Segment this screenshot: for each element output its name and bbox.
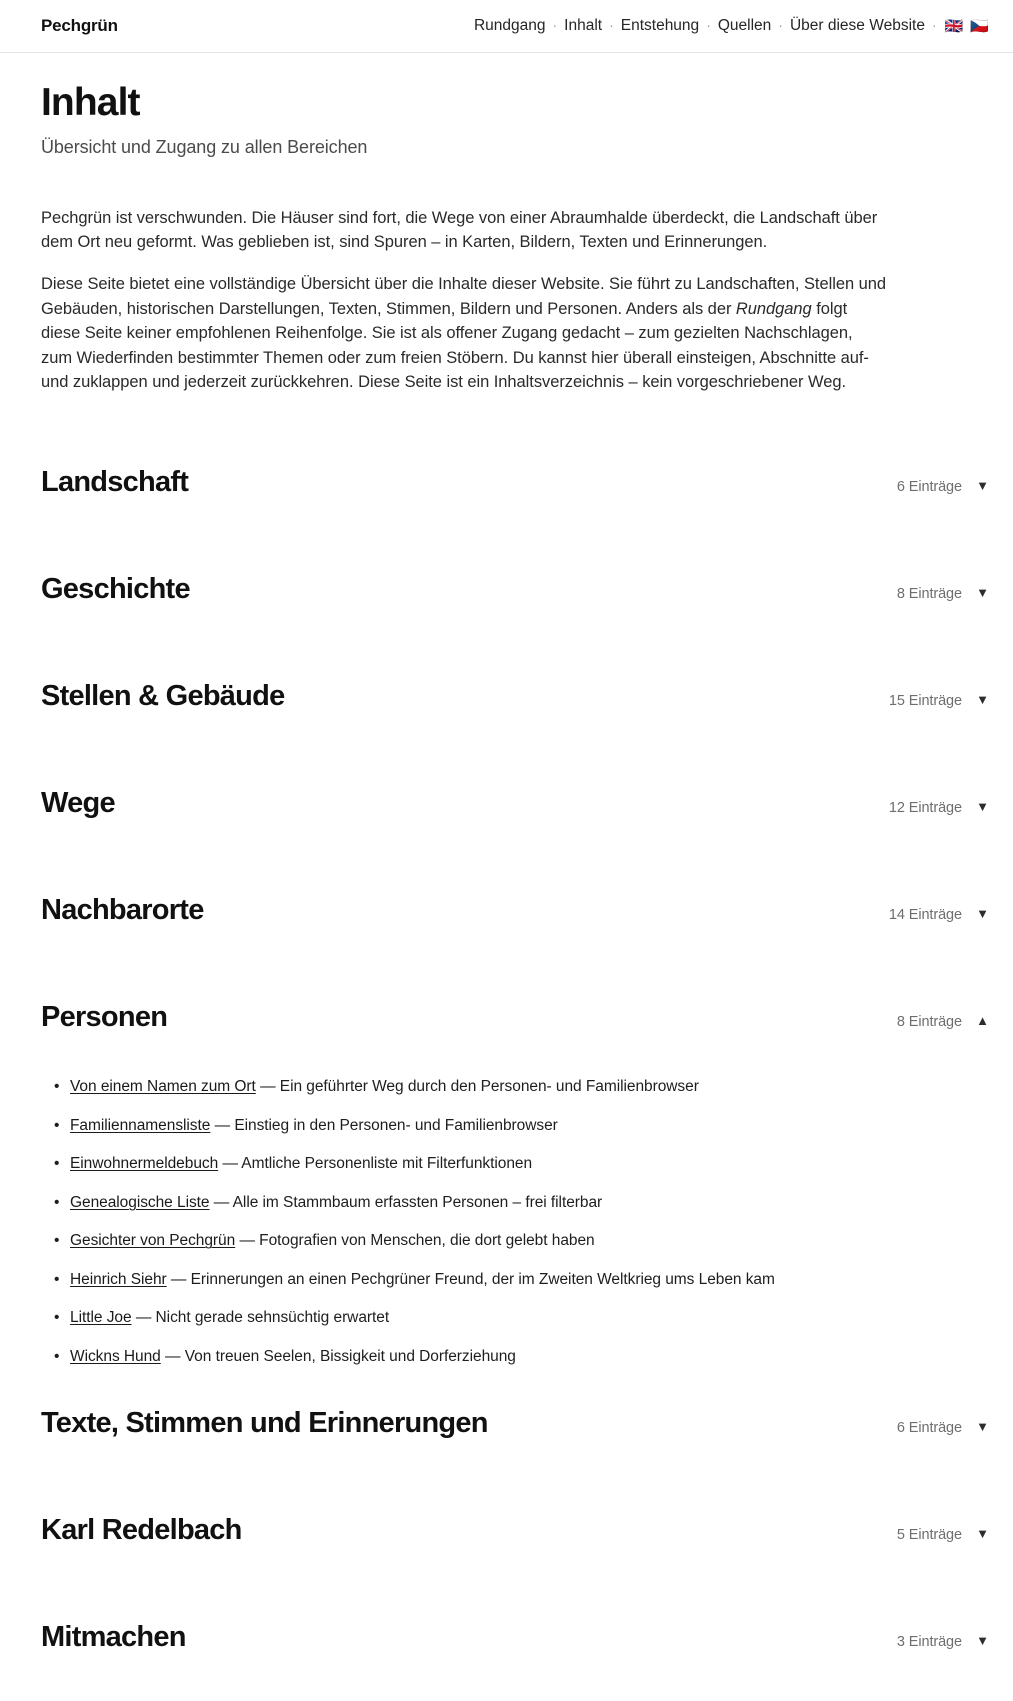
nav-separator: · [609,17,614,33]
section-title-texte-stimmen-und-erinnerungen: Texte, Stimmen und Erinnerungen [41,1407,488,1440]
section-title-mitmachen: Mitmachen [41,1621,186,1654]
entry-link[interactable]: Von einem Namen zum Ort [70,1078,256,1096]
chevron-down-icon[interactable]: ▼ [976,691,989,707]
entry-link[interactable]: Familiennamensliste [70,1116,211,1134]
entry-link[interactable]: Einwohnermeldebuch [70,1155,219,1173]
list-item [41,1115,989,1137]
entry-dash: — [213,1193,230,1211]
list-item [41,1307,989,1329]
entry-dash: — [260,1078,276,1096]
section-texte-stimmen-und-erinnerungen [41,1380,989,1467]
section-meta-mitmachen [897,1634,989,1650]
section-meta-personen [897,1014,989,1030]
section-nachbarorte [41,866,989,953]
section-entry-count-stellen-gebaeude: 15 Einträge [888,692,962,709]
entry-description: Nicht gerade sehnsüchtig erwartet [155,1309,390,1327]
bullet-icon: • [54,1270,60,1288]
entry-dash: — [222,1155,238,1173]
entry-link[interactable]: Heinrich Siehr [70,1270,167,1288]
entry-dash: — [214,1116,231,1134]
section-header-geschichte[interactable] [41,546,989,633]
entry-description: Ein geführter Weg durch den Personen- und Familienbrowser [279,1078,699,1096]
chevron-down-icon[interactable]: ▼ [976,477,989,493]
section-header-stellen-gebaeude[interactable] [41,652,989,739]
nav-link-quellen[interactable]: Quellen [717,17,772,34]
section-entry-count-mitmachen: 3 Einträge [896,1634,962,1651]
list-item [41,1230,989,1252]
nav-link-entstehung[interactable]: Entstehung [620,17,700,34]
nav-link-rundgang[interactable]: Rundgang [473,17,546,34]
bullet-icon: • [54,1193,60,1211]
section-geschichte [41,546,989,633]
list-item [41,1346,989,1368]
section-landschaft [41,439,989,526]
section-entry-count-wege: 12 Einträge [888,799,962,816]
entry-description: Einstieg in den Personen- und Familienbrowser [234,1116,558,1134]
page-subtitle: Übersicht und Zugang zu allen Bereichen [41,136,368,157]
entry-description: Fotografien von Menschen, die dort gelebt haben [259,1232,595,1250]
page-title: Inhalt [41,81,140,124]
list-item [41,1269,989,1291]
entry-description: Alle im Stammbaum erfassten Personen – frei filterbar [232,1193,603,1211]
bullet-icon: • [54,1155,60,1173]
nav-separator: · [778,17,783,33]
nav-link-ber-diese-website[interactable]: Über diese Website [789,17,925,34]
section-meta-karl-redelbach [897,1527,989,1543]
section-meta-texte-stimmen-und-erinnerungen [897,1420,989,1436]
nav-separator: · [706,17,711,33]
entry-link[interactable]: Genealogische Liste [70,1193,210,1211]
section-entry-count-personen: 8 Einträge [896,1013,962,1030]
section-meta-nachbarorte [889,907,989,923]
section-header-wege[interactable] [41,759,989,846]
section-title-nachbarorte: Nachbarorte [41,893,204,926]
section-header-texte-stimmen-und-erinnerungen[interactable] [41,1380,989,1467]
nav-separator: · [931,17,937,33]
site-header [0,0,1013,53]
entry-dash: — [165,1347,181,1365]
section-wege [41,759,989,846]
section-stellen-gebaeude [41,652,989,739]
flag-cz-icon[interactable]: 🇨🇿 [970,17,989,35]
chevron-down-icon[interactable]: ▼ [976,1633,989,1649]
site-brand[interactable]: Pechgrün [41,16,118,35]
chevron-down-icon[interactable]: ▼ [976,798,989,814]
section-mitmachen [41,1594,989,1681]
entry-dash: — [135,1309,152,1327]
section-personen [41,973,989,1380]
section-entry-count-texte-stimmen-und-erinnerungen: 6 Einträge [896,1420,962,1437]
section-entry-count-landschaft: 6 Einträge [896,478,962,495]
section-header-karl-redelbach[interactable] [41,1487,989,1574]
main-navigation [474,17,989,35]
list-item [41,1153,989,1175]
chevron-down-icon[interactable]: ▼ [976,1419,989,1435]
section-title-personen: Personen [41,1000,168,1033]
section-header-personen[interactable] [41,973,989,1060]
chevron-up-icon[interactable]: ▲ [976,1012,989,1028]
section-entry-count-nachbarorte: 14 Einträge [888,906,962,923]
section-title-karl-redelbach: Karl Redelbach [41,1514,242,1547]
list-item [41,1076,989,1098]
entry-dash: — [170,1270,187,1288]
entry-description: Von treuen Seelen, Bissigkeit und Dorferziehung [184,1347,516,1365]
bullet-icon: • [54,1116,60,1134]
bullet-icon: • [54,1347,60,1365]
entry-link[interactable]: Gesichter von Pechgrün [70,1232,236,1250]
intro-paragraph-2 [41,272,886,394]
section-entry-count-geschichte: 8 Einträge [896,585,962,602]
intro-paragraph-1: Pechgrün ist verschwunden. Die Häuser sind fort, die Wege von einer Abraumhalde überdeckt, die Landschaft über dem Ort neu geformt. Was geblieben ist, sind Spuren – in Karten, Bildern, Texten und Erinnerungen. [41,208,878,252]
page-content [0,81,1013,1681]
section-body-personen [41,1076,989,1380]
section-title-stellen-gebaeude: Stellen & Gebäude [41,679,285,712]
section-header-mitmachen[interactable] [41,1594,989,1681]
flag-uk-icon[interactable]: 🇬🇧 [944,17,964,35]
section-meta-wege [889,800,989,816]
section-meta-landschaft [897,479,989,495]
section-header-nachbarorte[interactable] [41,866,989,953]
bullet-icon: • [54,1078,60,1096]
chevron-down-icon[interactable]: ▼ [976,905,989,921]
section-entry-count-karl-redelbach: 5 Einträge [896,1527,962,1544]
intro-text [41,206,886,395]
entry-description: Erinnerungen an einen Pechgrüner Freund, der im Zweiten Weltkrieg ums Leben kam [190,1270,775,1288]
chevron-down-icon[interactable]: ▼ [976,584,989,600]
section-meta-geschichte [897,586,989,602]
nav-separator: · [552,17,558,33]
section-title-wege: Wege [41,786,115,819]
section-karl-redelbach [41,1487,989,1574]
entry-description: Amtliche Personenliste mit Filterfunktionen [241,1155,533,1173]
entry-link[interactable]: Wickns Hund [70,1347,161,1365]
section-meta-stellen-gebaeude [889,693,989,709]
section-title-geschichte: Geschichte [41,572,190,605]
section-header-landschaft[interactable] [41,439,989,526]
bullet-icon: • [54,1232,60,1250]
nav-link-inhalt[interactable]: Inhalt [564,17,603,34]
intro-paragraph-2-part1: Diese Seite bietet eine vollständige Übersicht über die Inhalte dieser Website. Sie führt zu Landschaften, Stellen und Gebäuden, historischen Darstellungen, Texten, Stimmen, Bildern und Personen. Anders als der [41,275,886,318]
chevron-down-icon[interactable]: ▼ [976,1526,989,1542]
section-accordion-list [41,439,989,1682]
intro-paragraph-2-part2: folgt diese Seite keiner empfohlenen Reihenfolge. Sie ist als offener Zugang gedacht – zum gezielten Nachschlagen, zum Wiederfinden bestimmter Themen oder zum freien Stöbern. Du kannst hier überall einsteigen, Abschnitte auf- und zuklappen und jederzeit zurückkehren. Diese Seite ist ein Inhaltsverzeichnis – kein vorgeschriebener Weg. [41,299,869,392]
section-title-landschaft: Landschaft [41,465,189,498]
intro-rundgang-emphasis: Rundgang [735,299,812,318]
entry-link[interactable]: Little Joe [70,1309,132,1327]
list-item [41,1192,989,1214]
bullet-icon: • [54,1309,60,1327]
entry-dash: — [239,1232,255,1250]
